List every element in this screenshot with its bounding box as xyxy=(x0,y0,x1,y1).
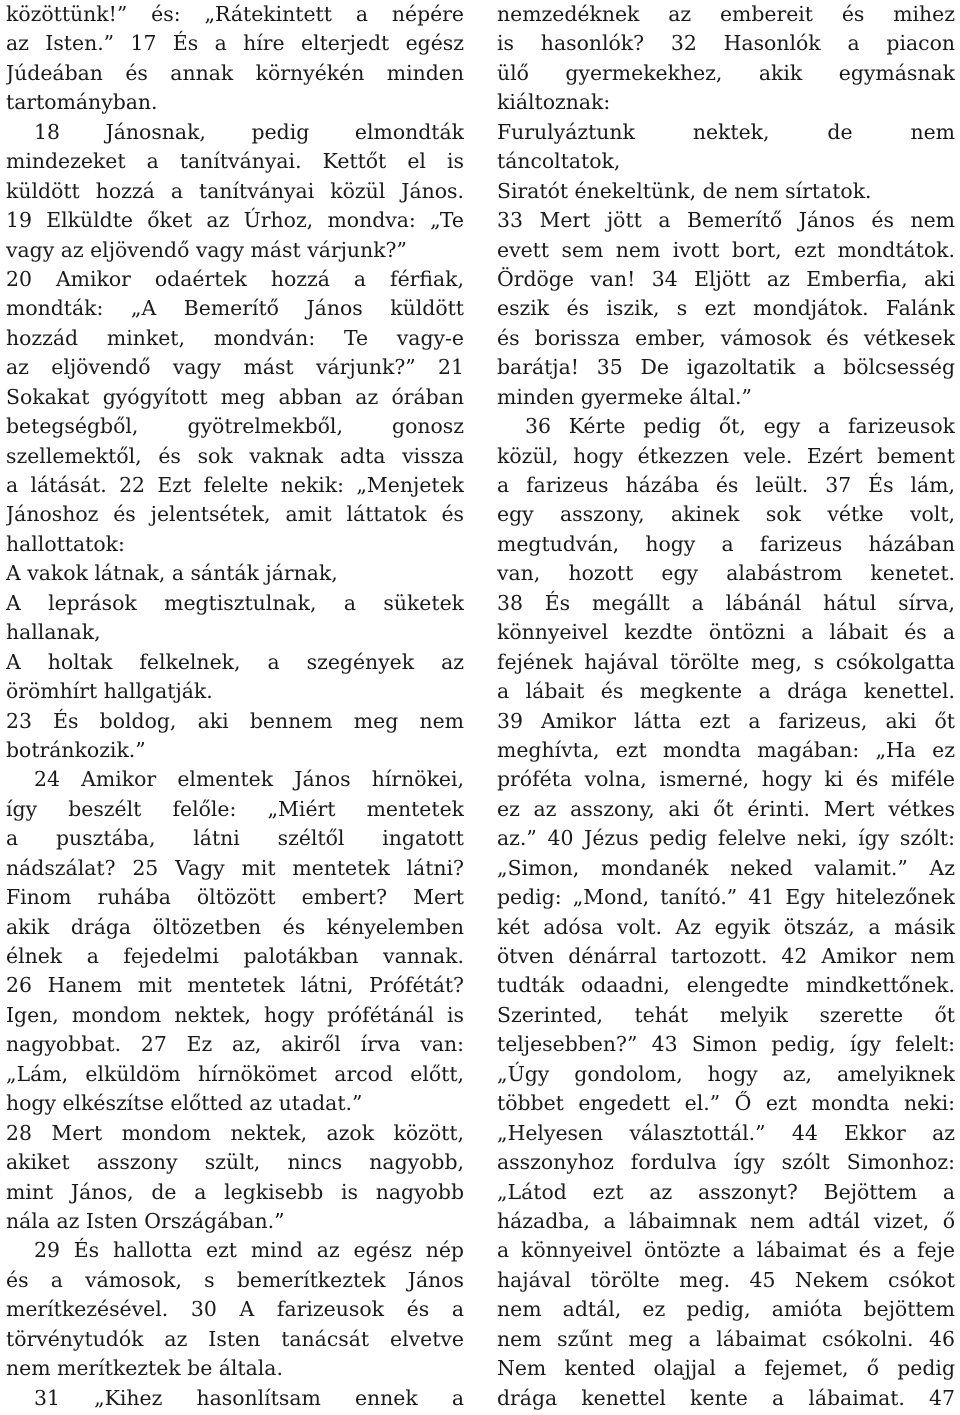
text-line: akiket asszony szült, nincs nagyobb, xyxy=(6,1150,464,1175)
text-line: kiáltoznak: xyxy=(497,90,611,115)
text-line: próféta volna, ismerné, hogy ki és miféle xyxy=(497,767,955,792)
text-line: Sokakat gyógyított meg abban az órában xyxy=(6,384,464,409)
text-line: 33 Mert jött a Bemerítő János és nem xyxy=(497,208,955,233)
text-line: hogy elkészítse előtted az utadat.” xyxy=(6,1091,363,1116)
text-line: mindezeket a tanítványai. Kettőt el is xyxy=(6,149,464,174)
text-line: 19 Elküldte őket az Úrhoz, mondva: „Te xyxy=(6,208,464,233)
text-line: fejének hajával törölte meg, s csókolgatta xyxy=(497,649,955,674)
text-line: Finom ruhába öltözött embert? Mert xyxy=(6,885,464,910)
text-line: „Simon, mondanék neked valamit.” Az xyxy=(497,855,955,880)
text-line: nem szűnt meg a lábaimat csókolni. 46 xyxy=(497,1326,955,1351)
text-line: a látását. 22 Ezt felelte nekik: „Menjetek xyxy=(6,473,464,497)
text-line: szellemektől, és sok vaknak adta vissza xyxy=(6,443,464,468)
text-line: a könnyeivel öntözte a lábaimat és a feje xyxy=(497,1238,955,1263)
text-line: nem adtál, ez pedig, amióta bejöttem xyxy=(497,1297,955,1322)
text-line: akik drága öltözetben és kényelemben xyxy=(6,914,464,939)
text-line: küldött hozzá a tanítványai közül János. xyxy=(6,178,464,203)
text-line: „Helyesen választottál.” 44 Ekkor az xyxy=(497,1120,955,1145)
text-line: hajával törölte meg. 45 Nekem csókot xyxy=(497,1267,955,1292)
text-line: van, hozott egy alabástrom kenetet. xyxy=(497,561,955,586)
text-line: Nem kented olajjal a fejemet, ő pedig xyxy=(497,1356,955,1381)
text-line: A vakok látnak, a sánták járnak, xyxy=(6,561,338,586)
text-line: meghívta, ezt mondta magában: „Ha ez xyxy=(497,737,955,762)
text-line: evett sem nem ivott bort, ezt mondtátok. xyxy=(497,237,955,262)
text-line: „Lám, elküldöm hírnökömet arcod előtt, xyxy=(6,1061,464,1086)
text-line: vagy az eljövendő vagy mást várjunk?” xyxy=(6,237,407,262)
text-line: mint János, de a legkisebb is nagyobb xyxy=(6,1179,464,1204)
text-line: nádszálat? 25 Vagy mit mentetek látni? xyxy=(6,855,464,880)
text-line: ötven dénárral tartozott. 42 Amikor nem xyxy=(497,944,955,968)
text-line: merítkezésével. 30 A farizeusok és a xyxy=(6,1297,464,1322)
text-line: „Látod ezt az asszonyt? Bejöttem a xyxy=(497,1179,955,1204)
text-line: 39 Amikor látta ezt a farizeus, aki őt xyxy=(497,708,955,733)
text-line: tudták odaadni, elengedte mindkettőnek. xyxy=(497,973,955,998)
text-line: megtudván, hogy a farizeus házában xyxy=(497,531,955,556)
text-line: házadba, a lábaimnak nem adtál vizet, ő xyxy=(497,1208,955,1233)
text-line: ülő gyermekekhez, akik egymásnak xyxy=(497,60,955,85)
text-line: teljesebben?” 43 Simon pedig, így felelt: xyxy=(497,1032,955,1057)
text-line: barátja! 35 De igazoltatik a bölcsesség xyxy=(497,355,955,380)
text-line: nagyobbat. 27 Ez az, akiről írva van: xyxy=(6,1032,464,1057)
text-line: 24 Amikor elmentek János hírnökei, xyxy=(34,767,464,792)
text-line: táncoltatok, xyxy=(497,149,621,174)
text-line: Ördöge van! 34 Eljött az Emberfia, aki xyxy=(497,266,955,291)
text-line: tartományban. xyxy=(6,90,158,115)
text-line: az Isten.” 17 És a híre elterjedt egész xyxy=(6,31,464,56)
text-line: asszonyhoz fordulva így szólt Simonhoz: xyxy=(497,1150,955,1175)
text-line: Igen, mondom nektek, hogy prófétánál is xyxy=(6,1002,464,1027)
text-line: a pusztába, látni széltől ingatott xyxy=(6,826,464,851)
text-line: 18 Jánosnak, pedig elmondták xyxy=(34,119,464,144)
text-line: közül, hogy étkezzen vele. Ezért bement xyxy=(497,443,955,468)
right-text-column xyxy=(497,0,955,1413)
text-line: az eljövendő vagy mást várjunk?” 21 xyxy=(6,355,464,380)
text-line: így beszélt felőle: „Miért mentetek xyxy=(6,796,464,821)
text-line: 26 Hanem mit mentetek látni, Prófétát? xyxy=(6,973,464,998)
text-line: 23 És boldog, aki bennem meg nem xyxy=(6,708,464,733)
text-line: 38 És megállt a lábánál hátul sírva, xyxy=(497,590,955,615)
text-line: Furulyáztunk nektek, de nem xyxy=(497,119,955,144)
text-line: „Úgy gondolom, hogy az, amelyiknek xyxy=(497,1061,955,1086)
text-line: nemzedéknek az embereit és mihez xyxy=(497,2,955,26)
text-line: 20 Amikor odaértek hozzá a férfiak, xyxy=(6,266,464,291)
text-line: is hasonlók? 32 Hasonlók a piacon xyxy=(497,31,955,56)
text-line: 36 Kérte pedig őt, egy a farizeusok xyxy=(525,414,955,439)
text-line: Júdeában és annak környékén minden xyxy=(6,60,464,85)
text-line: pedig: „Mond, tanító.” 41 Egy hitelezőnek xyxy=(497,885,955,910)
left-text-column xyxy=(6,0,464,1413)
text-line: Jánoshoz és jelentsétek, amit láttatok és xyxy=(6,502,464,527)
text-line: mondták: „A Bemerítő János küldött xyxy=(6,296,464,321)
text-line: botránkozik.” xyxy=(6,737,146,762)
text-line: törvénytudók az Isten tanácsát elvetve xyxy=(6,1326,464,1351)
text-line: 31 „Kihez hasonlítsam ennek a xyxy=(34,1385,464,1410)
text-line: többet engedett el.” Ő ezt mondta neki: xyxy=(497,1091,955,1116)
text-line: Siratót énekeltünk, de nem sírtatok. xyxy=(497,178,872,203)
text-line: és borissza ember, vámosok és vétkesek xyxy=(497,325,955,350)
text-line: hozzád minket, mondván: Te vagy-e xyxy=(6,325,464,350)
text-line: A holtak felkelnek, a szegények az xyxy=(6,649,464,674)
text-line: 29 És hallotta ezt mind az egész nép xyxy=(34,1238,464,1263)
text-line: az.” 40 Jézus pedig felelve neki, így szólt: xyxy=(497,826,955,851)
text-line: hallanak, xyxy=(6,620,101,645)
text-line: minden gyermeke által.” xyxy=(497,384,752,409)
text-line: A leprások megtisztulnak, a süketek xyxy=(6,590,464,615)
text-line: Szerinted, tehát melyik szerette őt xyxy=(497,1002,955,1027)
text-line: örömhírt hallgatják. xyxy=(6,679,213,704)
text-line: hallottatok: xyxy=(6,531,125,556)
text-line: és a vámosok, s bemerítkeztek János xyxy=(6,1267,464,1292)
text-line: eszik és iszik, s ezt mondjátok. Falánk xyxy=(497,296,955,321)
text-line: a farizeus házába és leült. 37 És lám, xyxy=(497,473,955,497)
text-line: élnek a fejedelmi palotákban vannak. xyxy=(6,944,464,968)
text-line: a lábait és megkente a drága kenettel. xyxy=(497,679,955,704)
text-line: közöttünk!” és: „Rátekintett a népére xyxy=(6,2,464,26)
text-line: egy asszony, akinek sok vétke volt, xyxy=(497,502,955,527)
text-line: 28 Mert mondom nektek, azok között, xyxy=(6,1120,464,1145)
text-line: nem merítkeztek be általa. xyxy=(6,1356,283,1381)
text-line: két adósa volt. Az egyik ötszáz, a másik xyxy=(497,914,955,939)
text-line: betegségből, gyötrelmekből, gonosz xyxy=(6,414,464,439)
text-line: ez az asszony, aki őt érinti. Mert vétkes xyxy=(497,796,955,821)
text-line: nála az Isten Országában.” xyxy=(6,1208,285,1233)
text-line: könnyeivel kezdte öntözni a lábait és a xyxy=(497,620,955,645)
text-line: drága kenettel kente a lábaimat. 47 xyxy=(497,1385,955,1410)
